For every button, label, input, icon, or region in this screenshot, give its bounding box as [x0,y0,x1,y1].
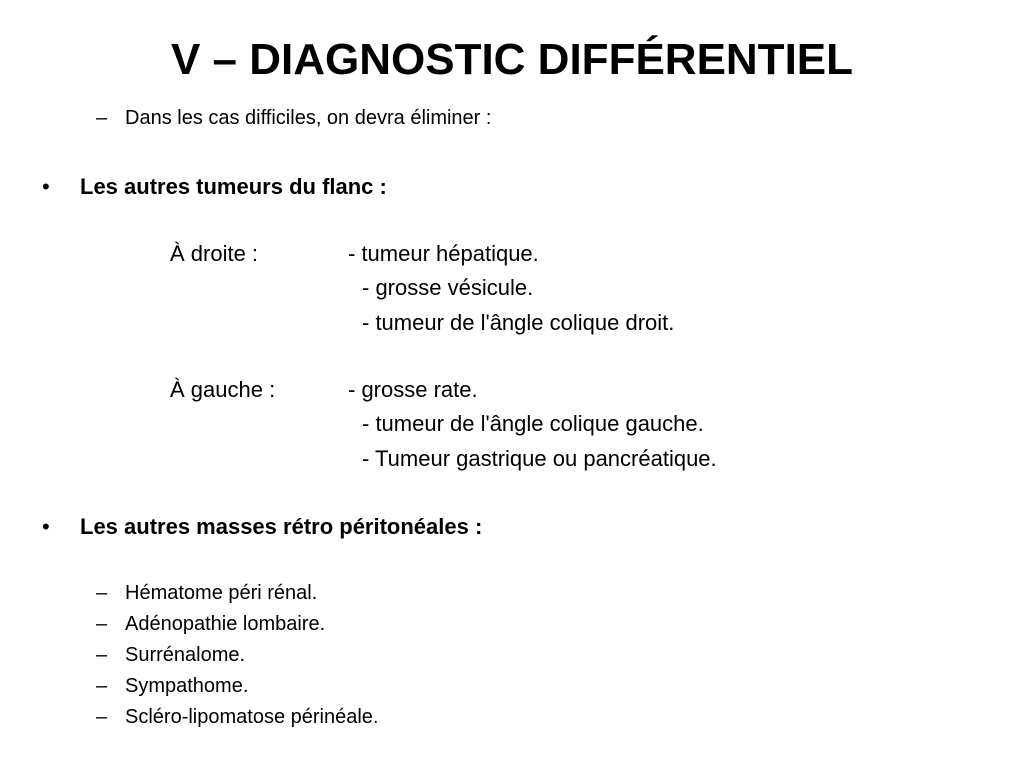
list-item [96,612,325,636]
list-item-text: Adénopathie lombaire. [125,613,326,635]
slide-title: V – DIAGNOSTIC DIFFÉRENTIEL [170,35,854,84]
list-item: - Tumeur gastrique ou pancréatique. [362,446,717,471]
intro-line [96,106,491,130]
dash-marker: – [96,582,108,604]
section-heading: Les autres tumeurs du flanc : [80,174,387,199]
dash-marker: – [96,706,108,728]
list-item-text: Scléro-lipomatose périnéale. [125,706,379,728]
list-item: - grosse vésicule. [362,275,534,300]
bullet-tumeurs-flanc [42,173,387,201]
dash-marker: – [96,644,108,666]
label-gauche: À gauche : [170,377,276,402]
label-droite: À droite : [170,241,259,266]
bullet-dot: • [42,514,50,539]
list-item [96,674,248,698]
list-item [96,643,245,667]
section-heading: Les autres masses rétro péritonéales : [80,514,483,539]
list-item-text: Surrénalome. [125,644,246,666]
bullet-masses-retro [42,513,482,541]
list-item: - tumeur hépatique. [348,241,539,266]
list-item-text: Hématome péri rénal. [125,582,318,604]
list-item [96,581,317,605]
list-item-text: Sympathome. [125,675,249,697]
list-item: - tumeur de l'ângle colique droit. [362,310,675,335]
dash-marker: – [96,613,108,635]
list-item [96,705,378,729]
dash-marker: – [96,107,108,129]
list-item: - grosse rate. [348,377,478,402]
bullet-dot: • [42,174,50,199]
intro-text: Dans les cas difficiles, on devra éliminer : [125,107,492,129]
dash-marker: – [96,675,108,697]
list-item: - tumeur de l'ângle colique gauche. [362,411,704,436]
